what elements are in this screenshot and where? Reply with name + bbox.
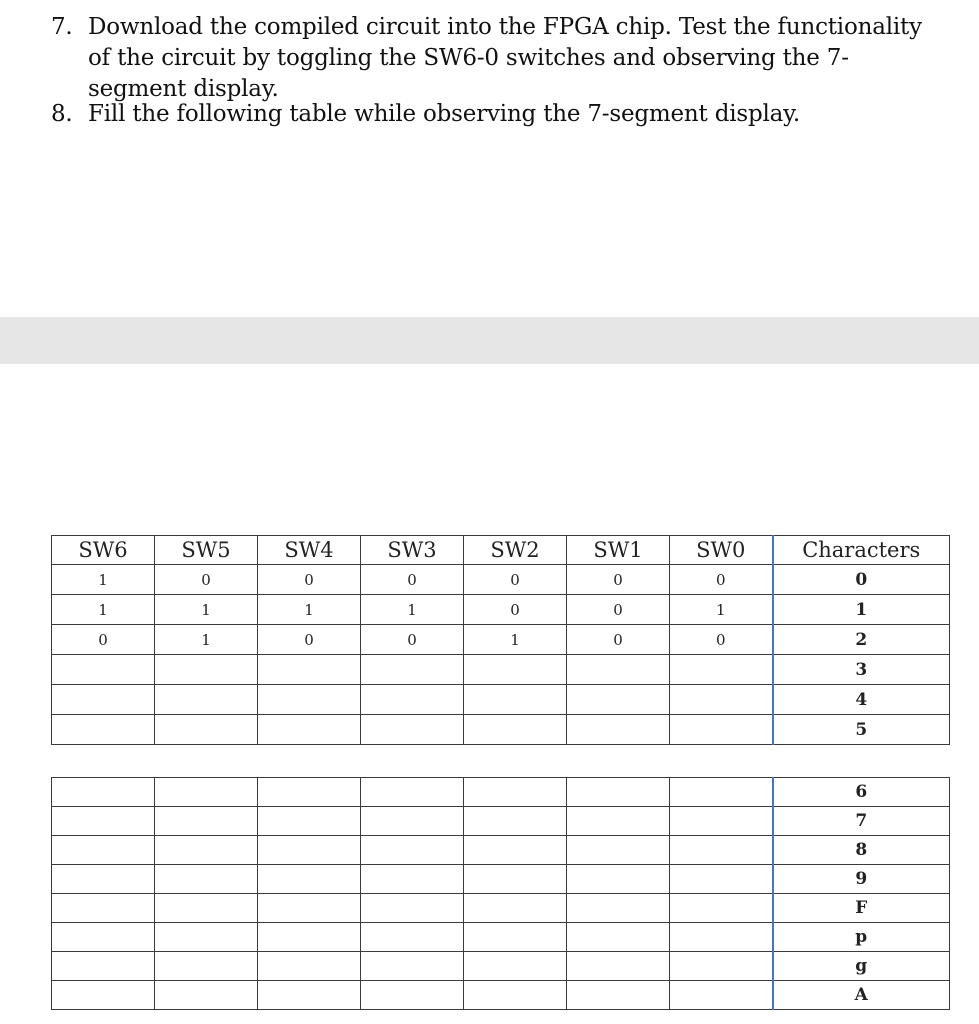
table-row xyxy=(52,981,950,1010)
switch-cell-sw0: 1 xyxy=(670,595,773,625)
switch-cell-sw6 xyxy=(52,807,155,836)
switch-cell-sw5 xyxy=(155,952,258,981)
switch-cell-sw2 xyxy=(464,715,567,745)
switch-cell-sw0 xyxy=(670,715,773,745)
switch-cell-sw1 xyxy=(567,923,670,952)
switch-cell-sw4 xyxy=(258,981,361,1010)
switch-cell-sw2 xyxy=(464,952,567,981)
character-cell: 0 xyxy=(773,565,950,595)
switch-cell-sw5 xyxy=(155,836,258,865)
switch-table-upper xyxy=(51,535,950,745)
switch-cell-sw1 xyxy=(567,836,670,865)
character-cell: 9 xyxy=(773,865,950,894)
switch-cell-sw3 xyxy=(361,807,464,836)
character-cell: F xyxy=(773,894,950,923)
switch-table-lower xyxy=(51,777,950,1010)
switch-cell-sw2: 0 xyxy=(464,595,567,625)
table-row xyxy=(52,923,950,952)
switch-cell-sw2 xyxy=(464,685,567,715)
switch-cell-sw6 xyxy=(52,894,155,923)
header-sw5: SW5 xyxy=(155,536,258,565)
header-row xyxy=(52,536,950,565)
switch-cell-sw6 xyxy=(52,715,155,745)
switch-cell-sw6: 1 xyxy=(52,565,155,595)
step-number: 8. xyxy=(51,101,73,127)
switch-cell-sw3: 0 xyxy=(361,565,464,595)
switch-cell-sw4 xyxy=(258,923,361,952)
switch-cell-sw2: 0 xyxy=(464,565,567,595)
switch-cell-sw0: 0 xyxy=(670,565,773,595)
switch-cell-sw0 xyxy=(670,952,773,981)
switch-cell-sw0 xyxy=(670,865,773,894)
switch-cell-sw4 xyxy=(258,715,361,745)
switch-cell-sw2 xyxy=(464,807,567,836)
table-row xyxy=(52,778,950,807)
table-row xyxy=(52,655,950,685)
switch-cell-sw4 xyxy=(258,952,361,981)
switch-cell-sw5: 1 xyxy=(155,595,258,625)
character-cell: 1 xyxy=(773,595,950,625)
switch-cell-sw4: 0 xyxy=(258,625,361,655)
switch-cell-sw1 xyxy=(567,807,670,836)
switch-cell-sw2 xyxy=(464,778,567,807)
switch-cell-sw1 xyxy=(567,865,670,894)
header-characters: Characters xyxy=(773,536,950,565)
switch-cell-sw5 xyxy=(155,715,258,745)
switch-cell-sw1 xyxy=(567,952,670,981)
switch-cell-sw1 xyxy=(567,981,670,1010)
switch-cell-sw2 xyxy=(464,923,567,952)
character-cell: 7 xyxy=(773,807,950,836)
switch-cell-sw6: 1 xyxy=(52,595,155,625)
switch-cell-sw3 xyxy=(361,685,464,715)
switch-cell-sw0 xyxy=(670,778,773,807)
switch-cell-sw6 xyxy=(52,685,155,715)
table-row xyxy=(52,565,950,595)
switch-cell-sw1: 0 xyxy=(567,595,670,625)
step-text: Fill the following table while observing the 7-segment display. xyxy=(88,101,801,127)
switch-cell-sw0 xyxy=(670,894,773,923)
table-row xyxy=(52,836,950,865)
switch-cell-sw0 xyxy=(670,807,773,836)
switch-cell-sw2 xyxy=(464,981,567,1010)
header-sw0: SW0 xyxy=(670,536,773,565)
switch-cell-sw0 xyxy=(670,655,773,685)
table-row xyxy=(52,595,950,625)
switch-cell-sw0 xyxy=(670,836,773,865)
character-cell: 4 xyxy=(773,685,950,715)
switch-cell-sw6 xyxy=(52,952,155,981)
character-cell: 3 xyxy=(773,655,950,685)
switch-cell-sw3 xyxy=(361,981,464,1010)
switch-cell-sw6 xyxy=(52,981,155,1010)
character-cell: A xyxy=(773,981,950,1010)
switch-cell-sw4 xyxy=(258,836,361,865)
switch-cell-sw3 xyxy=(361,923,464,952)
switch-cell-sw4 xyxy=(258,807,361,836)
header-sw3: SW3 xyxy=(361,536,464,565)
gray-divider-band xyxy=(0,317,979,364)
table-row xyxy=(52,807,950,836)
switch-cell-sw3: 1 xyxy=(361,595,464,625)
switch-cell-sw2 xyxy=(464,894,567,923)
switch-cell-sw1 xyxy=(567,715,670,745)
switch-cell-sw5 xyxy=(155,894,258,923)
table-row xyxy=(52,952,950,981)
switch-cell-sw2 xyxy=(464,655,567,685)
switch-cell-sw3 xyxy=(361,952,464,981)
table-row xyxy=(52,625,950,655)
table-row xyxy=(52,685,950,715)
header-sw6: SW6 xyxy=(52,536,155,565)
switch-cell-sw0 xyxy=(670,685,773,715)
switch-cell-sw3 xyxy=(361,655,464,685)
switch-cell-sw6: 0 xyxy=(52,625,155,655)
step-text: Download the compiled circuit into the FPGA chip. Test the functionality of the circuit by toggling the SW6-0 switches and observing the 7-segment display. xyxy=(88,14,922,102)
switch-cell-sw0: 0 xyxy=(670,625,773,655)
switch-cell-sw3 xyxy=(361,836,464,865)
switch-cell-sw1: 0 xyxy=(567,625,670,655)
switch-cell-sw5 xyxy=(155,865,258,894)
switch-cell-sw1 xyxy=(567,894,670,923)
switch-cell-sw6 xyxy=(52,865,155,894)
table-row xyxy=(52,865,950,894)
switch-cell-sw1 xyxy=(567,685,670,715)
switch-cell-sw3 xyxy=(361,715,464,745)
character-cell: 2 xyxy=(773,625,950,655)
switch-cell-sw1 xyxy=(567,655,670,685)
character-cell: 8 xyxy=(773,836,950,865)
switch-cell-sw4: 1 xyxy=(258,595,361,625)
table-row xyxy=(52,715,950,745)
switch-cell-sw0 xyxy=(670,923,773,952)
switch-cell-sw5 xyxy=(155,655,258,685)
character-cell: 5 xyxy=(773,715,950,745)
switch-cell-sw2 xyxy=(464,836,567,865)
switch-cell-sw5 xyxy=(155,923,258,952)
character-cell: 6 xyxy=(773,778,950,807)
header-sw2: SW2 xyxy=(464,536,567,565)
switch-cell-sw5 xyxy=(155,778,258,807)
switch-cell-sw2: 1 xyxy=(464,625,567,655)
switch-cell-sw1 xyxy=(567,778,670,807)
switch-cell-sw4 xyxy=(258,894,361,923)
switch-cell-sw1: 0 xyxy=(567,565,670,595)
switch-cell-sw4 xyxy=(258,685,361,715)
switch-cell-sw4 xyxy=(258,865,361,894)
switch-cell-sw5: 0 xyxy=(155,565,258,595)
switch-cell-sw3 xyxy=(361,778,464,807)
switch-cell-sw6 xyxy=(52,778,155,807)
switch-cell-sw2 xyxy=(464,865,567,894)
switch-cell-sw4 xyxy=(258,778,361,807)
switch-cell-sw0 xyxy=(670,981,773,1010)
switch-cell-sw3: 0 xyxy=(361,625,464,655)
switch-cell-sw5 xyxy=(155,685,258,715)
table-row xyxy=(52,894,950,923)
switch-cell-sw3 xyxy=(361,865,464,894)
step-number: 7. xyxy=(51,14,73,40)
switch-cell-sw6 xyxy=(52,836,155,865)
character-cell: g xyxy=(773,952,950,981)
character-cell: p xyxy=(773,923,950,952)
switch-cell-sw6 xyxy=(52,923,155,952)
switch-cell-sw4: 0 xyxy=(258,565,361,595)
switch-cell-sw5 xyxy=(155,807,258,836)
switch-cell-sw5 xyxy=(155,981,258,1010)
switch-cell-sw5: 1 xyxy=(155,625,258,655)
switch-cell-sw3 xyxy=(361,894,464,923)
header-sw4: SW4 xyxy=(258,536,361,565)
switch-cell-sw4 xyxy=(258,655,361,685)
switch-cell-sw6 xyxy=(52,655,155,685)
header-sw1: SW1 xyxy=(567,536,670,565)
